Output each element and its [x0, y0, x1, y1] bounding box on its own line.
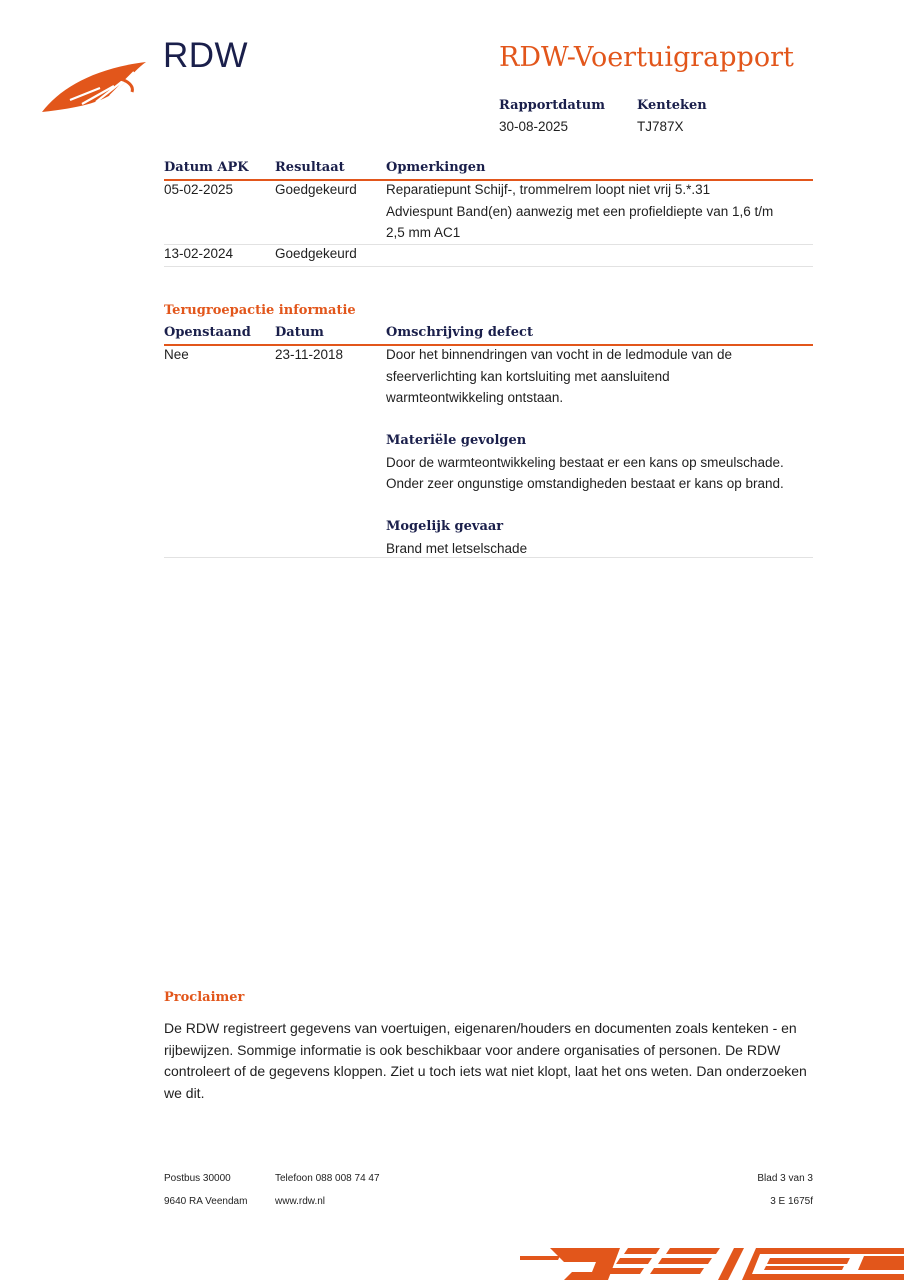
recall-col-open: Openstaand: [164, 325, 251, 340]
proclaimer-line: controleert of de gegevens kloppen. Ziet u toch iets wat niet klopt, laat het ons weten. Dan onderzoeken: [164, 1063, 807, 1079]
danger-text: Brand met letselschade: [386, 540, 528, 556]
footer-page-number: Blad 3 van 3: [757, 1173, 813, 1184]
apk-row-date: 13-02-2024: [164, 246, 234, 261]
recall-open-value: Nee: [164, 347, 189, 362]
recall-date-value: 23-11-2018: [275, 347, 344, 362]
proclaimer-line: we dit.: [164, 1084, 205, 1101]
footer-web-link[interactable]: www.rdw.nl: [275, 1196, 326, 1207]
consequences-heading: Materiële gevolgen: [386, 433, 527, 448]
report-date-label: Rapportdatum: [499, 98, 605, 113]
rdw-feather-logo-icon: [40, 58, 150, 116]
row-divider: [164, 266, 813, 267]
defect-line: warmteontwikkeling ontstaan.: [386, 390, 564, 405]
apk-remark-line: 2,5 mm AC1: [386, 225, 461, 240]
plate-label: Kenteken: [637, 98, 707, 113]
proclaimer-title: Proclaimer: [164, 990, 245, 1005]
recall-defect-description: [386, 344, 816, 559]
recall-col-defect: Omschrijving defect: [386, 325, 533, 340]
defect-line: sfeerverlichting kan kortsluiting met aansluitend: [386, 368, 670, 384]
apk-col-result: Resultaat: [275, 160, 345, 175]
logo-text: RDW: [163, 36, 249, 75]
proclaimer-text: [164, 1018, 809, 1104]
proclaimer-line: rijbewijzen. Sommige informatie is ook beschikbaar voor andere organisaties of personen. De RDW: [164, 1041, 781, 1058]
proclaimer-line: De RDW registreert gegevens van voertuigen, eigenaren/houders en documenten zoals kenteken - en: [164, 1020, 797, 1036]
consequences-line: Door de warmteontwikkeling bestaat er een kans op smeulschade.: [386, 454, 784, 470]
defect-line: Door het binnendringen van vocht in de ledmodule van de: [386, 347, 732, 362]
report-title: RDW-Voertuigrapport: [499, 42, 794, 73]
recall-table: [164, 325, 813, 565]
apk-col-date: Datum APK: [164, 160, 249, 175]
footer-code: 3 E 1675f: [770, 1196, 813, 1207]
footer-postbus: Postbus 30000: [164, 1173, 231, 1184]
footer-phone: Telefoon 088 008 74 47: [275, 1173, 380, 1184]
recall-section-title: Terugroepactie informatie: [164, 303, 356, 318]
row-divider: [164, 557, 813, 558]
recall-col-date: Datum: [275, 325, 324, 340]
report-date-value: 30-08-2025: [499, 119, 569, 134]
footer-city: 9640 RA Veendam: [164, 1196, 248, 1207]
apk-remark-line: Reparatiepunt Schijf-, trommelrem loopt niet vrij 5.*.31: [386, 182, 711, 197]
plate-value: TJ787X: [637, 119, 684, 134]
apk-table: [164, 160, 813, 270]
apk-row-result: Goedgekeurd: [275, 182, 357, 197]
apk-col-remarks: Opmerkingen: [386, 160, 486, 175]
row-divider: [164, 244, 813, 245]
consequences-line: Onder zeer ongunstige omstandigheden bestaat er kans op brand.: [386, 476, 784, 491]
apk-row-result: Goedgekeurd: [275, 246, 357, 261]
danger-heading: Mogelijk gevaar: [386, 519, 504, 534]
apk-remark-line: Adviespunt Band(en) aanwezig met een profieldiepte van 1,6 t/m: [386, 203, 774, 219]
apk-row-remarks: [386, 179, 816, 244]
orange-stripes-icon: [520, 1244, 904, 1280]
apk-row-date: 05-02-2025: [164, 182, 234, 197]
